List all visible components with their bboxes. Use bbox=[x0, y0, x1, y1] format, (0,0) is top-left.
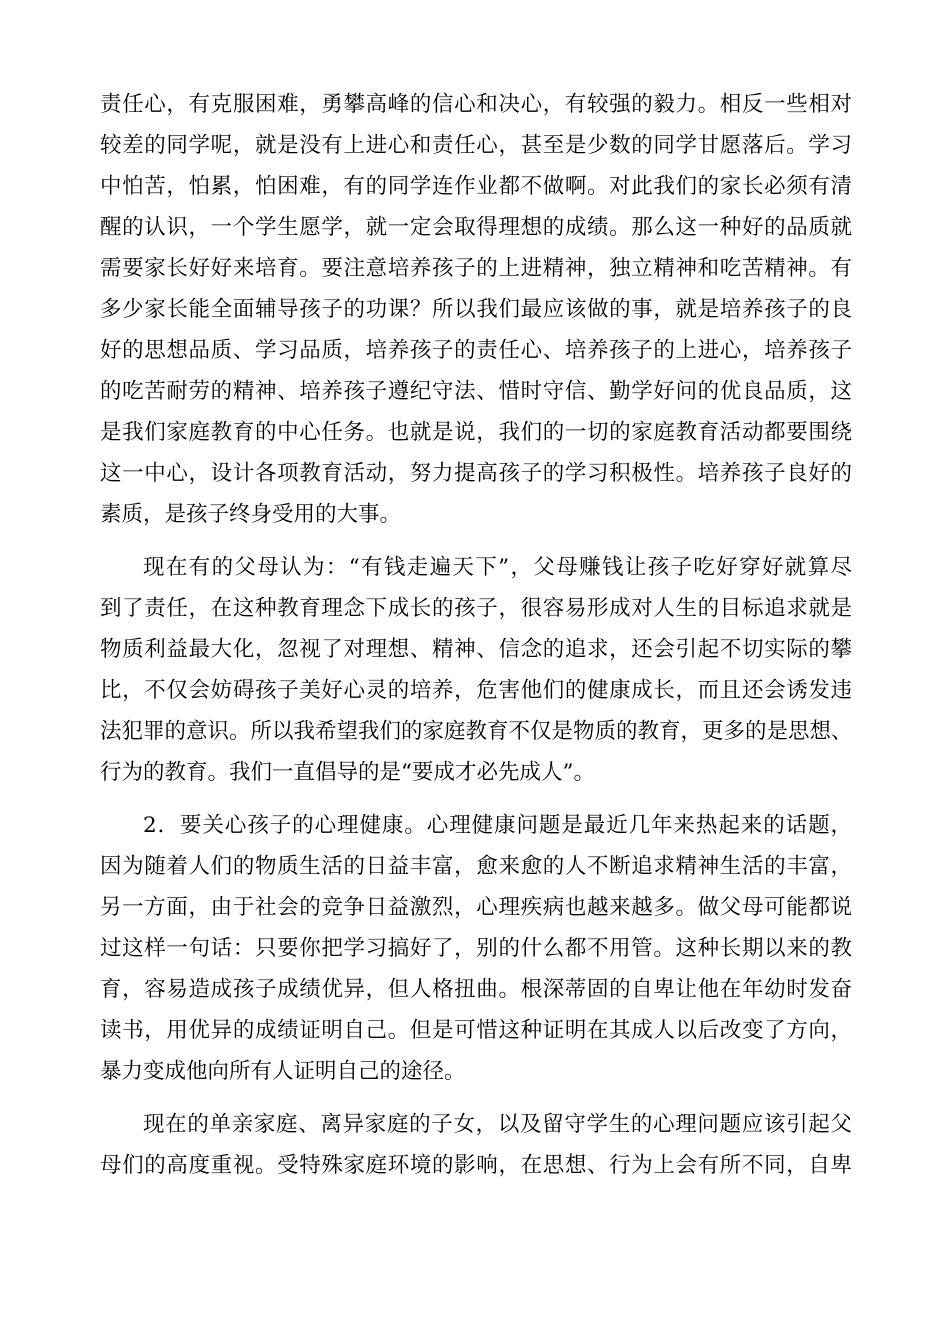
paragraph-3 bbox=[100, 805, 852, 1092]
text-line: 物质利益最大化，忽视了对理想、精神、信念的追求，还会引起不切实际的攀 bbox=[100, 637, 852, 662]
text-line: 现在的单亲家庭、离异家庭的子女，以及留守学生的心理问题应该引起父 bbox=[143, 1112, 852, 1137]
paragraph-1 bbox=[100, 84, 852, 535]
text-line: 好的思想品质、学习品质，培养孩子的责任心、培养孩子的上进心，培养孩子 bbox=[100, 338, 852, 363]
paragraph-4 bbox=[100, 1104, 852, 1186]
text-line: 过这样一句话：只要你把学习搞好了，别的什么都不用管。这种长期以来的教 bbox=[100, 936, 852, 961]
text-line: 现在有的父母认为：“有钱走遍天下”，父母赚钱让孩子吃好穿好就算尽 bbox=[143, 555, 852, 580]
text-line: 另一方面，由于社会的竞争日益激烈，心理疾病也越来越多。做父母可能都说 bbox=[100, 895, 852, 920]
paragraph-2 bbox=[100, 547, 852, 793]
text-line: 这一中心，设计各项教育活动，努力提高孩子的学习积极性。培养孩子良好的 bbox=[100, 461, 852, 486]
text-line: 较差的同学呢，就是没有上进心和责任心，甚至是少数的同学甘愿落后。学习 bbox=[100, 133, 852, 158]
text-line: 读书，用优异的成绩证明自己。但是可惜这种证明在其成人以后改变了方向， bbox=[100, 1018, 852, 1043]
text-line: 醒的认识，一个学生愿学，就一定会取得理想的成绩。那么这一种好的品质就 bbox=[100, 215, 852, 240]
document-body bbox=[100, 84, 852, 1186]
text-line: 是我们家庭教育的中心任务。也就是说，我们的一切的家庭教育活动都要围绕 bbox=[100, 420, 852, 445]
text-line: 法犯罪的意识。所以我希望我们的家庭教育不仅是物质的教育，更多的是思想、 bbox=[100, 719, 853, 744]
text-line: 需要家长好好来培育。要注意培养孩子的上进精神，独立精神和吃苦精神。有 bbox=[100, 256, 852, 281]
text-line: 中怕苦，怕累，怕困难，有的同学连作业都不做啊。对此我们的家长必须有清 bbox=[100, 174, 852, 199]
text-line: 育，容易造成孩子成绩优异，但人格扭曲。根深蒂固的自卑让他在年幼时发奋 bbox=[100, 977, 852, 1002]
text-line: 的吃苦耐劳的精神、培养孩子遵纪守法、惜时守信、勤学好问的优良品质，这 bbox=[100, 379, 852, 404]
text-line: 到了责任，在这种教育理念下成长的孩子，很容易形成对人生的目标追求就是 bbox=[100, 596, 852, 621]
text-line: 行为的教育。我们一直倡导的是“要成才必先成人”。 bbox=[100, 760, 595, 785]
text-line: 责任心，有克服困难，勇攀高峰的信心和决心，有较强的毅力。相反一些相对 bbox=[100, 92, 852, 117]
text-line: 素质，是孩子终身受用的大事。 bbox=[100, 502, 402, 527]
text-line: 暴力变成他向所有人证明自己的途径。 bbox=[100, 1059, 466, 1084]
text-line: 比，不仅会妨碍孩子美好心灵的培养，危害他们的健康成长，而且还会诱发违 bbox=[100, 678, 852, 703]
text-line: 多少家长能全面辅导孩子的功课？所以我们最应该做的事，就是培养孩子的良 bbox=[100, 297, 852, 322]
text-line: 因为随着人们的物质生活的日益丰富，愈来愈的人不断追求精神生活的丰富， bbox=[100, 854, 852, 879]
text-line: 2．要关心孩子的心理健康。心理健康问题是最近几年来热起来的话题， bbox=[143, 813, 852, 838]
text-line: 母们的高度重视。受特殊家庭环境的影响，在思想、行为上会有所不同，自卑 bbox=[100, 1153, 852, 1178]
